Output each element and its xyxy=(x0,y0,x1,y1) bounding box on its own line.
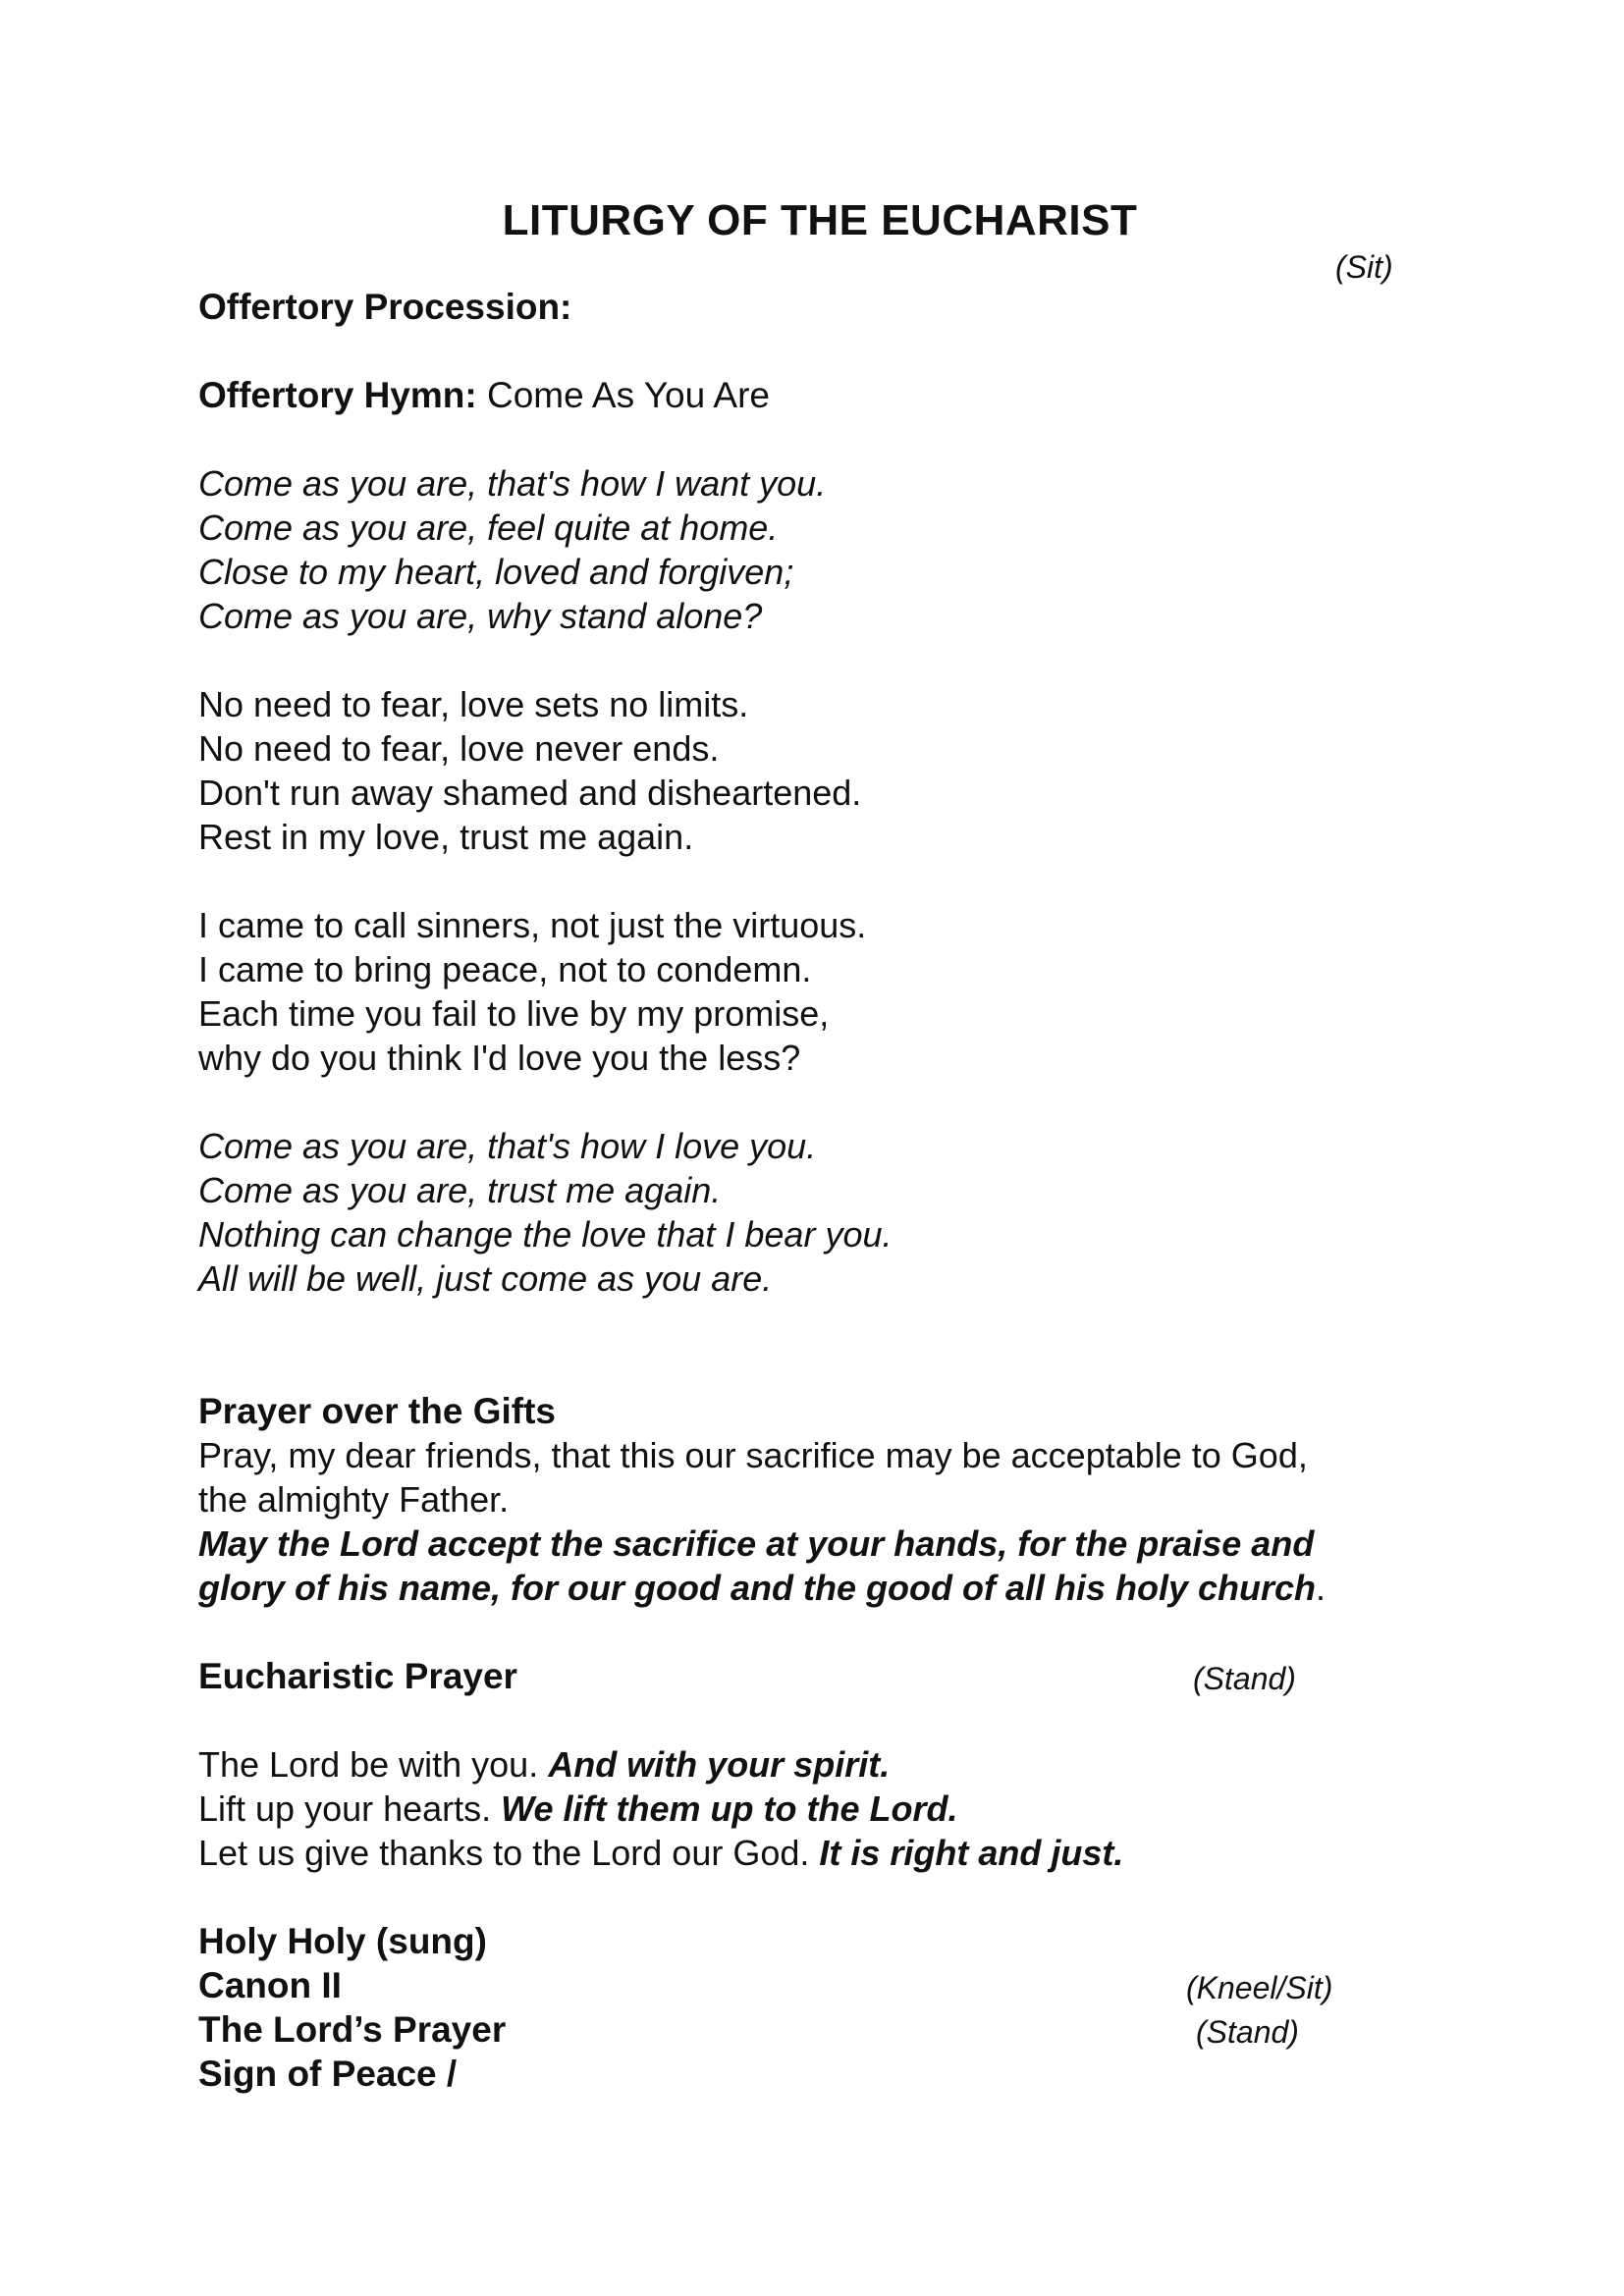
page-title: LITURGY OF THE EUCHARIST xyxy=(502,196,1138,244)
people-text: And with your spirit. xyxy=(548,1744,891,1785)
lords-prayer-heading: The Lord’s Prayer xyxy=(198,2009,507,2050)
priest-line: the almighty Father. xyxy=(198,1479,510,1520)
hymn-line: Close to my heart, loved and forgiven; xyxy=(198,552,794,592)
people-response-line: May the Lord accept the sacrifice at your hands, for the praise and xyxy=(198,1523,1315,1564)
eucharistic-prayer-heading: Eucharistic Prayer xyxy=(198,1656,517,1696)
sit-posture-note: (Sit) xyxy=(1335,249,1393,285)
priest-line: Pray, my dear friends, that this our sacrifice may be acceptable to God, xyxy=(198,1435,1308,1475)
kneel-sit-posture-note: (Kneel/Sit) xyxy=(1186,1970,1333,2005)
people-response-text: glory of his name, for our good and the good of all his holy church xyxy=(198,1568,1317,1608)
hymn-line: Come as you are, why stand alone? xyxy=(198,596,763,636)
hymn-line: No need to fear, love sets no limits. xyxy=(198,684,749,724)
hymn-line: Come as you are, that's how I want you. xyxy=(198,463,827,504)
people-text: We lift them up to the Lord. xyxy=(501,1789,958,1829)
hymn-line: Rest in my love, trust me again. xyxy=(198,817,694,857)
hymn-verse-4 xyxy=(198,1124,892,1301)
priest-text: Let us give thanks to the Lord our God. xyxy=(198,1833,820,1873)
hymn-line: I came to call sinners, not just the virtuous. xyxy=(198,905,867,945)
people-text: It is right and just. xyxy=(819,1833,1124,1873)
offertory-hymn-label: Offertory Hymn: xyxy=(198,375,477,415)
hymn-verse-3 xyxy=(198,903,866,1080)
eucharistic-dialogue xyxy=(198,1742,1123,1875)
offertory-hymn-heading xyxy=(198,373,770,417)
hymn-line: All will be well, just come as you are. xyxy=(198,1258,773,1299)
dialogue-line xyxy=(198,1831,1123,1875)
priest-text: The Lord be with you. xyxy=(198,1744,549,1785)
stand-posture-note: (Stand) xyxy=(1193,1661,1296,1696)
hymn-line: I came to bring peace, not to condemn. xyxy=(198,949,812,989)
dialogue-line xyxy=(198,1787,1123,1831)
holy-holy-heading: Holy Holy (sung) xyxy=(198,1921,487,1961)
response-period: . xyxy=(1316,1568,1326,1608)
hymn-line: why do you think I'd love you the less? xyxy=(198,1038,801,1078)
hymn-line: Come as you are, that's how I love you. xyxy=(198,1126,817,1166)
dialogue-line xyxy=(198,1742,1123,1787)
hymn-line: Don't run away shamed and disheartened. xyxy=(198,773,862,813)
hymn-line: Come as you are, feel quite at home. xyxy=(198,507,779,548)
hymn-verse-1 xyxy=(198,461,826,638)
hymn-line: Come as you are, trust me again. xyxy=(198,1170,722,1210)
hymn-verse-2 xyxy=(198,682,861,859)
prayer-over-gifts-heading: Prayer over the Gifts xyxy=(198,1391,556,1431)
hymn-line: No need to fear, love never ends. xyxy=(198,728,720,769)
sign-of-peace-heading: Sign of Peace / xyxy=(198,2054,458,2094)
hymn-line: Each time you fail to live by my promise, xyxy=(198,993,830,1034)
canon-heading: Canon II xyxy=(198,1965,342,2005)
hymn-line: Nothing can change the love that I bear you. xyxy=(198,1214,893,1255)
prayer-over-gifts-text xyxy=(198,1433,1326,1610)
offertory-procession-heading: Offertory Procession: xyxy=(198,287,572,327)
stand-posture-note-2: (Stand) xyxy=(1196,2014,1299,2050)
priest-text: Lift up your hearts. xyxy=(198,1789,502,1829)
people-response-line-last xyxy=(198,1566,1326,1610)
offertory-hymn-title: Come As You Are xyxy=(486,375,770,415)
